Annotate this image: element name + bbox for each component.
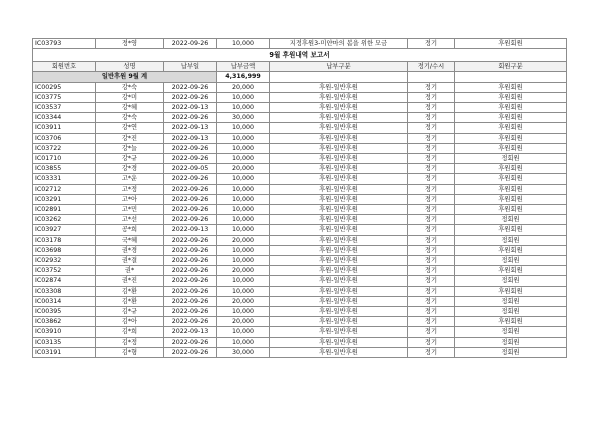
cell-member-id: IC03135 — [33, 337, 96, 347]
cell-category: 후원-일반후원 — [270, 143, 408, 153]
cell-name: 국*혜 — [96, 235, 164, 245]
cell-name: 권* — [96, 266, 164, 276]
cell-category: 후원-일반후원 — [270, 317, 408, 327]
cell-category: 후원-일반후원 — [270, 184, 408, 194]
table-row — [33, 103, 567, 113]
cell-date: 2022-09-26 — [164, 337, 217, 347]
cell-amount: 10,000 — [217, 194, 270, 204]
cell-member-id: IC03752 — [33, 266, 96, 276]
cell-type: 정기 — [408, 307, 455, 317]
cell-name: 고*운 — [96, 174, 164, 184]
cell-date: 2022-09-26 — [164, 347, 217, 357]
cell-member-type: 후원회원 — [455, 82, 567, 92]
cell-date: 2022-09-05 — [164, 164, 217, 174]
cell-date: 2022-09-26 — [164, 92, 217, 102]
cell-date: 2022-09-26 — [164, 113, 217, 123]
table-row — [33, 337, 567, 347]
cell-category: 후원-일반후원 — [270, 347, 408, 357]
cell-category: 후원-일반후원 — [270, 235, 408, 245]
cell-amount: 10,000 — [217, 327, 270, 337]
table-row — [33, 327, 567, 337]
cell-category: 후원-일반후원 — [270, 123, 408, 133]
cell-member-id: IC03537 — [33, 103, 96, 113]
cell-amount: 10,000 — [217, 225, 270, 235]
cell-category: 후원-일반후원 — [270, 296, 408, 306]
cell-amount: 10,000 — [217, 215, 270, 225]
cell-amount: 10,000 — [217, 39, 270, 49]
table-row — [33, 82, 567, 92]
cell-category: 후원-일반후원 — [270, 225, 408, 235]
cell-category: 후원-일반후원 — [270, 194, 408, 204]
cell-member-type: 후원회원 — [455, 133, 567, 143]
cell-member-id: IC03178 — [33, 235, 96, 245]
cell-type: 정기 — [408, 225, 455, 235]
table-row — [33, 194, 567, 204]
cell-member-id: IC03706 — [33, 133, 96, 143]
cell-name: 강*숙 — [96, 82, 164, 92]
cell-amount: 20,000 — [217, 266, 270, 276]
cell-category: 후원-일반후원 — [270, 205, 408, 215]
cell-name: 권*진 — [96, 276, 164, 286]
cell-member-id: IC02874 — [33, 276, 96, 286]
table-row — [33, 276, 567, 286]
cell-amount: 10,000 — [217, 92, 270, 102]
cell-type: 정기 — [408, 327, 455, 337]
cell-type: 정기 — [408, 337, 455, 347]
cell-member-id: IC00314 — [33, 296, 96, 306]
cell-member-id: IC03262 — [33, 215, 96, 225]
cell-member-id: IC03331 — [33, 174, 96, 184]
header-member-id: 회원번호 — [33, 62, 96, 72]
cell-member-id: IC03927 — [33, 225, 96, 235]
cell-category: 지정후원3-미얀마의 봄을 위한 모금 — [270, 39, 408, 49]
cell-amount: 30,000 — [217, 347, 270, 357]
cell-type: 정기 — [408, 154, 455, 164]
cell-type: 정기 — [408, 256, 455, 266]
cell-type: 정기 — [408, 266, 455, 276]
cell-name: 고*선 — [96, 215, 164, 225]
subtotal-row — [33, 72, 567, 82]
cell-type: 정기 — [408, 39, 455, 49]
cell-date: 2022-09-13 — [164, 133, 217, 143]
cell-category: 후원-일반후원 — [270, 215, 408, 225]
table-row — [33, 245, 567, 255]
cell-category: 후원-일반후원 — [270, 307, 408, 317]
subtotal-empty-cell — [408, 72, 455, 82]
cell-name: 공*희 — [96, 225, 164, 235]
header-date: 납부일 — [164, 62, 217, 72]
cell-name: 김*환 — [96, 296, 164, 306]
cell-member-id: IC03308 — [33, 286, 96, 296]
cell-name: 고*민 — [96, 205, 164, 215]
subtotal-label: 일반후원 9월 계 — [33, 72, 217, 82]
cell-member-id: IC02712 — [33, 184, 96, 194]
cell-type: 정기 — [408, 92, 455, 102]
cell-date: 2022-09-26 — [164, 307, 217, 317]
cell-amount: 10,000 — [217, 103, 270, 113]
cell-name: 강*숙 — [96, 113, 164, 123]
cell-type: 정기 — [408, 276, 455, 286]
cell-member-type: 정회원 — [455, 347, 567, 357]
cell-member-type: 후원회원 — [455, 174, 567, 184]
cell-date: 2022-09-26 — [164, 154, 217, 164]
cell-name: 강*연 — [96, 123, 164, 133]
cell-name: 김*규 — [96, 307, 164, 317]
cell-amount: 10,000 — [217, 245, 270, 255]
cell-amount: 20,000 — [217, 296, 270, 306]
header-amount: 납부금액 — [217, 62, 270, 72]
cell-member-id: IC01710 — [33, 154, 96, 164]
cell-amount: 10,000 — [217, 337, 270, 347]
cell-name: 강*진 — [96, 133, 164, 143]
cell-member-type: 후원회원 — [455, 317, 567, 327]
cell-type: 정기 — [408, 205, 455, 215]
cell-category: 후원-일반후원 — [270, 113, 408, 123]
cell-type: 정기 — [408, 286, 455, 296]
table-row — [33, 317, 567, 327]
table-row — [33, 225, 567, 235]
cell-date: 2022-09-26 — [164, 286, 217, 296]
table-row — [33, 143, 567, 153]
cell-type: 정기 — [408, 103, 455, 113]
cell-amount: 20,000 — [217, 235, 270, 245]
cell-member-id: IC00395 — [33, 307, 96, 317]
cell-category: 후원-일반후원 — [270, 164, 408, 174]
cell-member-type: 정회원 — [455, 307, 567, 317]
cell-member-type: 후원회원 — [455, 103, 567, 113]
report-title: 9월 후원내역 보고서 — [33, 49, 567, 62]
cell-member-type: 정회원 — [455, 256, 567, 266]
cell-date: 2022-09-13 — [164, 103, 217, 113]
table-row — [33, 174, 567, 184]
cell-member-type: 후원회원 — [455, 205, 567, 215]
cell-category: 후원-일반후원 — [270, 133, 408, 143]
cell-name: 정*영 — [96, 39, 164, 49]
table-row — [33, 235, 567, 245]
cell-amount: 10,000 — [217, 154, 270, 164]
cell-type: 정기 — [408, 82, 455, 92]
cell-type: 정기 — [408, 174, 455, 184]
donation-report-table — [32, 38, 567, 358]
cell-type: 정기 — [408, 194, 455, 204]
cell-type: 정기 — [408, 164, 455, 174]
cell-date: 2022-09-26 — [164, 82, 217, 92]
cell-member-type: 후원회원 — [455, 143, 567, 153]
cell-name: 김*희 — [96, 327, 164, 337]
cell-amount: 10,000 — [217, 184, 270, 194]
subtotal-empty-cell — [270, 72, 408, 82]
table-row — [33, 92, 567, 102]
cell-name: 강*혜 — [96, 103, 164, 113]
cell-member-id: IC03911 — [33, 123, 96, 133]
table-row — [33, 286, 567, 296]
table-row — [33, 184, 567, 194]
cell-date: 2022-09-26 — [164, 235, 217, 245]
cell-amount: 10,000 — [217, 307, 270, 317]
cell-category: 후원-일반후원 — [270, 337, 408, 347]
header-member-type: 회원구분 — [455, 62, 567, 72]
table-row — [33, 113, 567, 123]
cell-date: 2022-09-26 — [164, 194, 217, 204]
cell-name: 강*미 — [96, 92, 164, 102]
cell-member-type: 정회원 — [455, 235, 567, 245]
cell-amount: 10,000 — [217, 133, 270, 143]
cell-name: 고*정 — [96, 184, 164, 194]
cell-name: 김*정 — [96, 337, 164, 347]
cell-member-type: 후원회원 — [455, 245, 567, 255]
cell-date: 2022-09-26 — [164, 317, 217, 327]
cell-category: 후원-일반후원 — [270, 92, 408, 102]
cell-amount: 20,000 — [217, 82, 270, 92]
cell-name: 권*경 — [96, 245, 164, 255]
table-row-top — [33, 39, 567, 49]
cell-member-type: 후원회원 — [455, 266, 567, 276]
cell-category: 후원-일반후원 — [270, 82, 408, 92]
cell-member-type: 후원회원 — [455, 286, 567, 296]
cell-member-type: 정회원 — [455, 154, 567, 164]
cell-category: 후원-일반후원 — [270, 154, 408, 164]
cell-amount: 10,000 — [217, 143, 270, 153]
cell-amount: 20,000 — [217, 317, 270, 327]
cell-amount: 30,000 — [217, 113, 270, 123]
cell-category: 후원-일반후원 — [270, 327, 408, 337]
cell-member-type: 후원회원 — [455, 194, 567, 204]
header-category: 납부구분 — [270, 62, 408, 72]
cell-type: 정기 — [408, 296, 455, 306]
cell-amount: 10,000 — [217, 276, 270, 286]
table-row — [33, 266, 567, 276]
cell-member-type: 후원회원 — [455, 39, 567, 49]
cell-member-id: IC03862 — [33, 317, 96, 327]
cell-type: 정기 — [408, 113, 455, 123]
cell-type: 정기 — [408, 347, 455, 357]
cell-date: 2022-09-26 — [164, 276, 217, 286]
cell-name: 김*환 — [96, 286, 164, 296]
cell-date: 2022-09-26 — [164, 39, 217, 49]
cell-member-id: IC03910 — [33, 327, 96, 337]
cell-member-type: 정회원 — [455, 296, 567, 306]
cell-member-type: 후원회원 — [455, 92, 567, 102]
subtotal-amount: 4,316,999 — [217, 72, 270, 82]
report-sheet — [32, 38, 566, 358]
cell-amount: 10,000 — [217, 256, 270, 266]
cell-member-id: IC03344 — [33, 113, 96, 123]
table-row — [33, 133, 567, 143]
cell-category: 후원-일반후원 — [270, 256, 408, 266]
cell-category: 후원-일반후원 — [270, 266, 408, 276]
table-row — [33, 256, 567, 266]
cell-date: 2022-09-13 — [164, 327, 217, 337]
cell-member-id: IC00295 — [33, 82, 96, 92]
cell-type: 정기 — [408, 245, 455, 255]
header-name: 성명 — [96, 62, 164, 72]
cell-type: 정기 — [408, 317, 455, 327]
cell-member-id: IC03698 — [33, 245, 96, 255]
cell-name: 강*규 — [96, 154, 164, 164]
cell-type: 정기 — [408, 235, 455, 245]
cell-member-type: 정회원 — [455, 276, 567, 286]
subtotal-empty-cell — [455, 72, 567, 82]
table-row — [33, 123, 567, 133]
cell-member-type: 후원회원 — [455, 184, 567, 194]
report-title-row — [33, 49, 567, 62]
cell-member-id: IC03191 — [33, 347, 96, 357]
cell-member-id: IC03291 — [33, 194, 96, 204]
cell-member-type: 후원회원 — [455, 164, 567, 174]
cell-member-id: IC03722 — [33, 143, 96, 153]
cell-category: 후원-일반후원 — [270, 174, 408, 184]
cell-name: 고*아 — [96, 194, 164, 204]
cell-amount: 10,000 — [217, 123, 270, 133]
cell-category: 후원-일반후원 — [270, 103, 408, 113]
cell-member-id: IC03793 — [33, 39, 96, 49]
cell-member-id: IC02932 — [33, 256, 96, 266]
cell-amount: 20,000 — [217, 164, 270, 174]
cell-date: 2022-09-26 — [164, 266, 217, 276]
cell-name: 권*결 — [96, 256, 164, 266]
cell-date: 2022-09-26 — [164, 205, 217, 215]
table-row — [33, 307, 567, 317]
cell-category: 후원-일반후원 — [270, 276, 408, 286]
cell-date: 2022-09-26 — [164, 296, 217, 306]
cell-date: 2022-09-26 — [164, 245, 217, 255]
table-row — [33, 164, 567, 174]
cell-date: 2022-09-26 — [164, 143, 217, 153]
cell-amount: 10,000 — [217, 205, 270, 215]
cell-member-type: 정회원 — [455, 327, 567, 337]
cell-member-type: 정회원 — [455, 215, 567, 225]
cell-name: 김*아 — [96, 317, 164, 327]
cell-member-type: 후원회원 — [455, 123, 567, 133]
cell-member-type: 후원회원 — [455, 113, 567, 123]
cell-type: 정기 — [408, 143, 455, 153]
cell-member-id: IC02891 — [33, 205, 96, 215]
cell-date: 2022-09-13 — [164, 225, 217, 235]
table-row — [33, 205, 567, 215]
cell-member-id: IC03855 — [33, 164, 96, 174]
cell-member-type: 후원회원 — [455, 225, 567, 235]
cell-name: 강*늘 — [96, 143, 164, 153]
cell-type: 정기 — [408, 184, 455, 194]
table-row — [33, 154, 567, 164]
cell-type: 정기 — [408, 215, 455, 225]
cell-name: 김*형 — [96, 347, 164, 357]
cell-type: 정기 — [408, 123, 455, 133]
table-row — [33, 347, 567, 357]
cell-category: 후원-일반후원 — [270, 286, 408, 296]
cell-date: 2022-09-13 — [164, 123, 217, 133]
cell-amount: 10,000 — [217, 286, 270, 296]
cell-member-type: 정회원 — [455, 337, 567, 347]
cell-amount: 10,000 — [217, 174, 270, 184]
cell-type: 정기 — [408, 133, 455, 143]
cell-name: 강*경 — [96, 164, 164, 174]
cell-category: 후원-일반후원 — [270, 245, 408, 255]
header-row — [33, 62, 567, 72]
cell-date: 2022-09-26 — [164, 184, 217, 194]
table-row — [33, 296, 567, 306]
cell-date: 2022-09-26 — [164, 256, 217, 266]
header-type: 정기/수시 — [408, 62, 455, 72]
cell-member-id: IC03775 — [33, 92, 96, 102]
cell-date: 2022-09-26 — [164, 215, 217, 225]
table-row — [33, 215, 567, 225]
cell-date: 2022-09-26 — [164, 174, 217, 184]
